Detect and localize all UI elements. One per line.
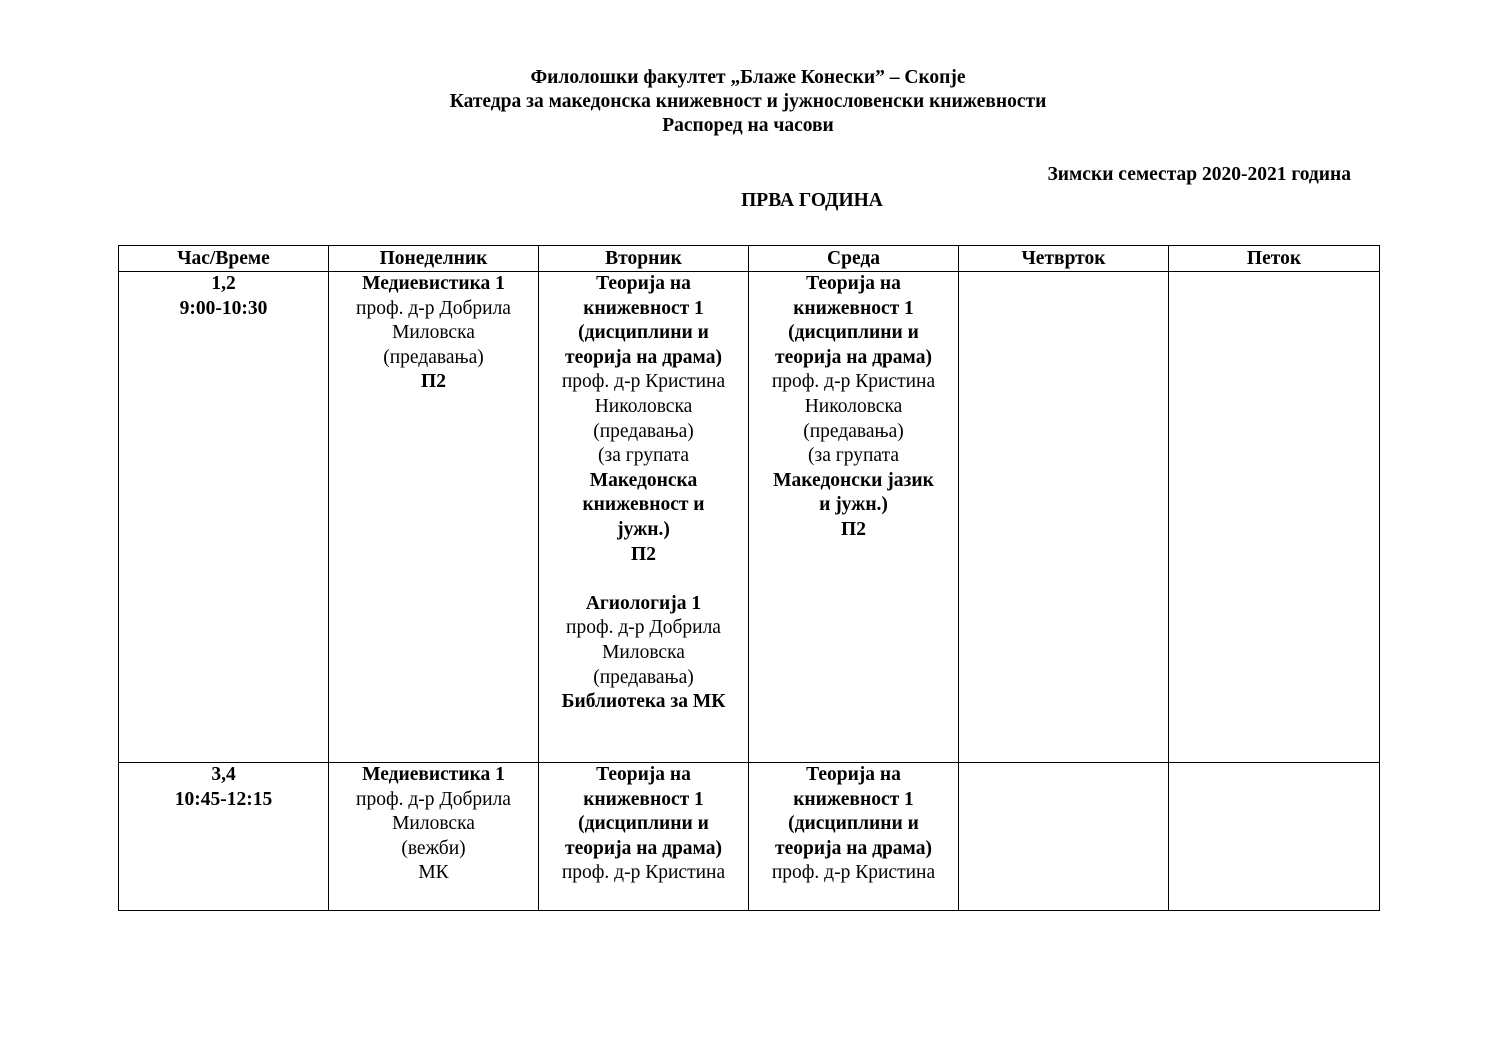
professor-surname-2: Миловска: [602, 641, 685, 663]
professor: проф. д-р Кристина: [771, 371, 936, 393]
thursday-cell: [959, 763, 1169, 911]
course-name: Медиевистика 1: [362, 764, 505, 785]
schedule-table: [118, 245, 1380, 911]
professor-surname: Николовска: [804, 395, 903, 417]
class-type: (предавања): [593, 420, 694, 442]
friday-cell: [1169, 272, 1380, 763]
professor: проф. д-р Кристина: [561, 371, 726, 393]
group-name-line3: јужн.): [617, 518, 670, 540]
group-label: (за групата: [808, 445, 899, 467]
header-friday: Петок: [1169, 246, 1380, 272]
course-name: Теорија на: [806, 764, 901, 785]
slot-number: 1,2: [211, 273, 236, 294]
room-2: Библиотека за МК: [561, 691, 726, 713]
header-time: Час/Време: [119, 246, 329, 272]
header-tuesday: Вторник: [539, 246, 749, 272]
department-name: Катедра за македонска книжевност и јужнословенски книжевности: [449, 91, 1047, 112]
course-name-line4: теорија на драма): [775, 837, 932, 859]
header-thursday: Четврток: [959, 246, 1169, 272]
year-title: ПРВА ГОДИНА: [741, 190, 883, 211]
professor: проф. д-р Кристина: [561, 862, 726, 884]
course-name-line2: книжевност 1: [583, 297, 704, 319]
wednesday-cell: [749, 763, 959, 911]
course-name-line3: (дисциплини и: [788, 813, 919, 835]
course-name-line2: книжевност 1: [583, 788, 704, 810]
course-name-line3: (дисциплини и: [578, 322, 709, 344]
room: П2: [841, 518, 866, 540]
room: П2: [631, 543, 656, 565]
table-row: [119, 763, 1380, 911]
friday-cell: [1169, 763, 1380, 911]
professor: проф. д-р Добрила: [356, 788, 511, 810]
course-name-line3: (дисциплини и: [788, 322, 919, 344]
tuesday-cell: [539, 272, 749, 763]
time-slot-cell: [119, 272, 329, 763]
course-name-line2: книжевност 1: [793, 788, 914, 810]
group-name: Македонски јазик: [773, 469, 934, 491]
slot-time: 10:45-12:15: [174, 788, 273, 810]
course-name: Теорија на: [596, 273, 691, 294]
course-name-line4: теорија на драма): [565, 346, 722, 368]
course-name: Теорија на: [806, 273, 901, 294]
professor: проф. д-р Добрила: [356, 297, 511, 319]
spacer: [543, 567, 744, 592]
course-name-line4: теорија на драма): [775, 346, 932, 368]
table-header-row: [119, 246, 1380, 272]
faculty-name: Филолошки факултет „Блаже Конески” – Скопје: [530, 67, 966, 88]
professor-2: проф. д-р Добрила: [566, 617, 721, 639]
professor: проф. д-р Кристина: [771, 862, 936, 884]
professor-surname: Миловска: [392, 322, 475, 344]
course-name: Медиевистика 1: [362, 273, 505, 294]
room: МК: [418, 862, 449, 884]
professor-surname: Миловска: [392, 813, 475, 835]
group-name-line2: книжевност и: [582, 494, 705, 516]
semester-label: Зимски семестар 2020-2021 година: [1047, 164, 1351, 185]
class-type-2: (предавања): [593, 666, 694, 688]
header-wednesday: Среда: [749, 246, 959, 272]
class-type: (предавања): [803, 420, 904, 442]
monday-cell: [329, 272, 539, 763]
course-name-line2: книжевност 1: [793, 297, 914, 319]
document-header: [0, 66, 1496, 138]
slot-number: 3,4: [211, 764, 236, 785]
header-monday: Понеделник: [329, 246, 539, 272]
course-name-line3: (дисциплини и: [578, 813, 709, 835]
thursday-cell: [959, 272, 1169, 763]
schedule-title: Распоред на часови: [662, 115, 834, 136]
course-name-2: Агиологија 1: [585, 592, 702, 614]
course-name: Теорија на: [596, 764, 691, 785]
room: П2: [421, 371, 446, 393]
monday-cell: [329, 763, 539, 911]
time-slot-cell: [119, 763, 329, 911]
class-type: (вежби): [401, 837, 466, 859]
slot-time: 9:00-10:30: [179, 297, 268, 319]
group-name: Македонска: [589, 469, 698, 491]
professor-surname: Николовска: [594, 395, 693, 417]
class-type: (предавања): [383, 346, 484, 368]
tuesday-cell: [539, 763, 749, 911]
group-label: (за групата: [598, 445, 689, 467]
course-name-line4: теорија на драма): [565, 837, 722, 859]
group-name-line2: и јужн.): [819, 494, 888, 516]
table-row: [119, 272, 1380, 763]
wednesday-cell: [749, 272, 959, 763]
